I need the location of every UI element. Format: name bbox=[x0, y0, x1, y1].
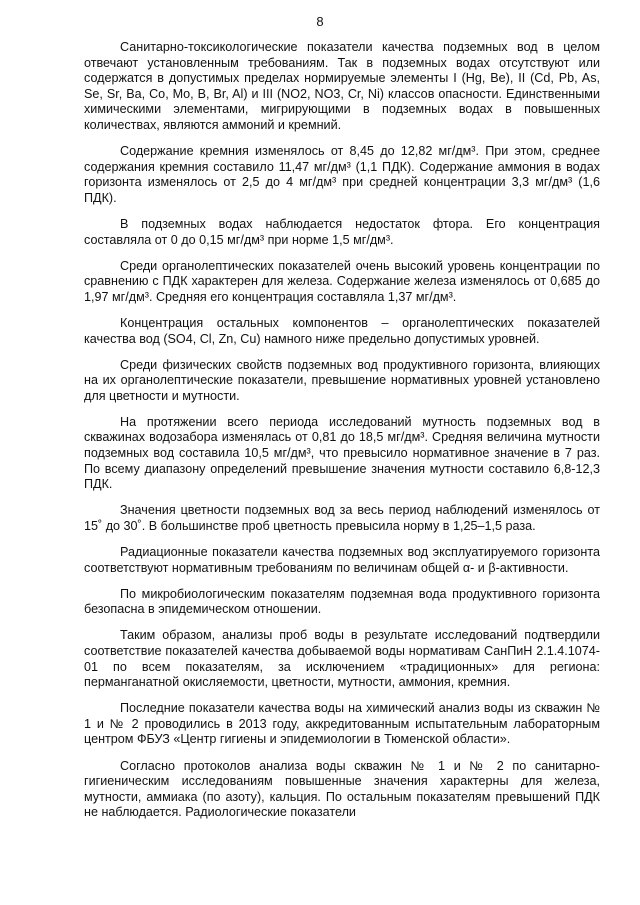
paragraph-silicon-ammonium: Содержание кремния изменялось от 8,45 до 12,82 мг/дм³. При этом, среднее содержания кремния составило 11,47 мг/дм³ (1,1 ПДК). Содержание аммония в водах горизонта изменялось от 2,5 до 4 мг/дм³ при средней концентрации 3,3 мг/дм³ (1,6 ПДК). bbox=[84, 144, 600, 205]
paragraph-fluorine: В подземных водах наблюдается недостаток фтора. Его концентрация составляла от 0 до 0,15 мг/дм³ при норме 1,5 мг/дм³. bbox=[84, 216, 600, 247]
paragraph-radiation: Радиационные показатели качества подземных вод эксплуатируемого горизонта соответствуют нормативным требованиям по величинам общей α- и β-активности. bbox=[84, 545, 600, 575]
paragraph-iron: Среди органолептических показателей очень высокий уровень концентрации по сравнению с ПДК характерен для железа. Содержание железа изменялось от 0,685 до 1,97 мг/дм³. Средняя его концентрация составляла 1,37 мг/дм³. bbox=[84, 258, 600, 304]
paragraph-color: Значения цветности подземных вод за весь период наблюдений изменялось от 15˚ до 30˚. В большинстве проб цветность превысила норму в 1,25–1,5 раза. bbox=[84, 503, 600, 533]
paragraph-protocols: Согласно протоколов анализа воды скважин № 1 и № 2 по санитарно-гигиеническим исследованиям повышенные значения характерны для железа, мутности, аммиака (по азоту), кальция. По остальным показателям превышений ПДК не наблюдается. Радиологические показатели bbox=[84, 758, 600, 820]
paragraph-latest-analysis: Последние показатели качества воды на химический анализ воды из скважин № 1 и № 2 проводились в 2013 году, аккредитованным испытательным лабораторным центром ФБУЗ «Центр гигиены и эпидемиологии в Тюменской области». bbox=[84, 701, 600, 747]
page-number: 8 bbox=[316, 14, 324, 29]
paragraph-sanitary-toxicological: Санитарно-токсикологические показатели качества подземных вод в целом отвечают установленным требованиям. Так в подземных водах отсутствуют или содержатся в допустимых пределах нормируемые элементы I (Hg, Be), II (Cd, Pb, As, Se, Sr, Ba, Co, Mo, B, Br, Al) и III (NO2, NO3, Cr, Ni) классов опасности. Единственными химическими элементами, мигрирующими в подземных водах в повышенных количествах, являются аммоний и кремний. bbox=[84, 40, 600, 132]
paragraph-conclusion: Таким образом, анализы проб воды в результате исследований подтвердили соответствие показателей качества добываемой воды нормативам СанПиН 2.1.4.1074-01 по всем показателям, за исключением «традиционных» для региона: перманганатной окисляемости, цветности, мутности, аммония, кремния. bbox=[84, 628, 600, 690]
paragraph-other-components: Концентрация остальных компонентов – органолептических показателей качества вод (SO4, Cl, Zn, Cu) намного ниже предельно допустимых уровней. bbox=[84, 315, 600, 346]
paragraph-physical-properties: Среди физических свойств подземных вод продуктивного горизонта, влияющих на их органолептические показатели, превышение нормативных уровней установлено для цветности и мутности. bbox=[84, 357, 600, 403]
paragraph-turbidity: На протяжении всего периода исследований мутность подземных вод в скважинах водозабора изменялась от 0,81 до 18,5 мг/дм³. Средняя величина мутности подземных вод составила 10,5 мг/дм³, что превысило нормативное значение в 7 раз. По всему диапазону определений превышение значения мутности составило 6,8-12,3 ПДК. bbox=[84, 414, 600, 492]
document-body bbox=[84, 40, 600, 821]
paragraph-microbiology: По микробиологическим показателям подземная вода продуктивного горизонта безопасна в эпидемическом отношении. bbox=[84, 586, 600, 617]
